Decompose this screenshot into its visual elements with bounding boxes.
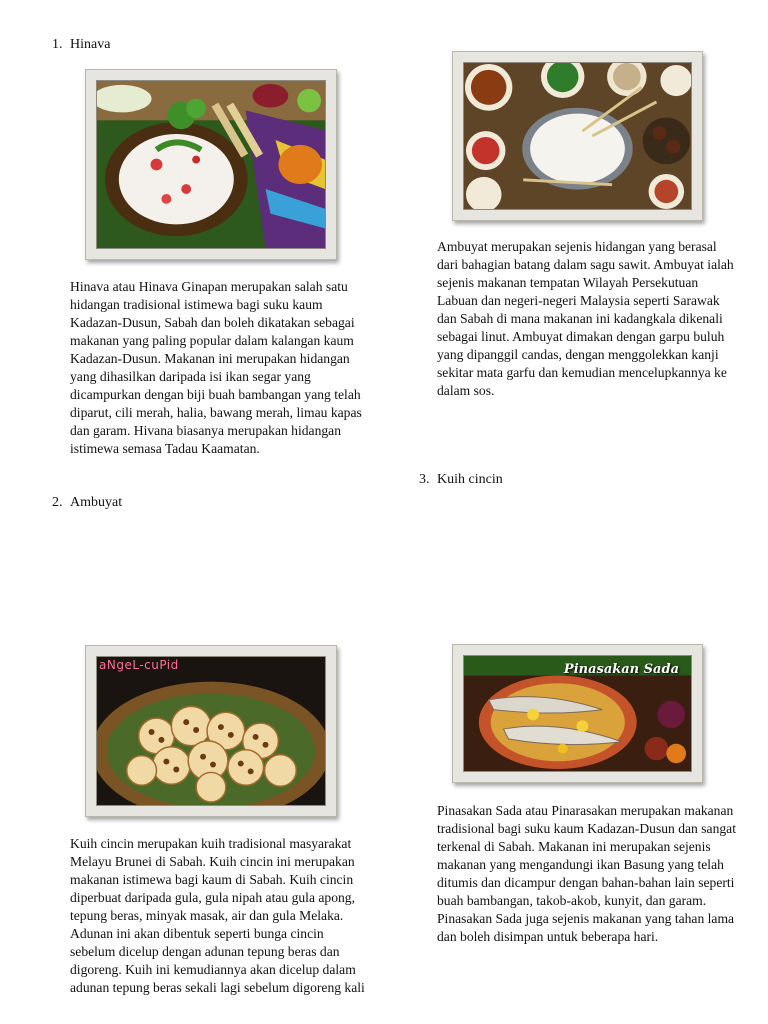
heading-hinava (52, 36, 110, 54)
heading-number: 1. (52, 37, 63, 52)
hinava-description: Hinava atau Hinava Ginapan merupakan salah satu hidangan tradisional istimewa bagi suku kaum Kadazan-Dusun, Sabah dan boleh dikatakan sebagai makanan yang paling popular dalam kalangan kaum Kadazan-Dusun. Makanan ini merupakan hidangan yang dihasilkan daripada isi ikan segar yang dicampurkan dengan biji buah bambangan yang telah diparut, cili merah, halia, bawang merah, limau kapas dan garam. Hivana biasanya merupakan hidangan istimewa semasa Tadau Kaamatan. (70, 279, 362, 456)
ambuyat-description: Ambuyat merupakan sejenis hidangan yang berasal dari bahagian batang dalam sagu sawit. Ambuyat ialah sejenis makanan tempatan Wilayah Persekutuan Labuan dan negeri-negeri Malaysia seperti Sarawak dan Sabah di mana makanan ini kadangkala dikenali sebagai linut. Ambuyat dimakan dengan garpu buluh yang dipanggil candas, dengan menggolekkan kanji sekitar mata garfu dan kemudian mencelupkannya ke dalam sos. (437, 239, 734, 398)
heading-number: 3. (419, 472, 430, 487)
hinava-image-frame (85, 69, 337, 260)
heading-kuih-cincin (419, 471, 503, 489)
image-watermark: aNgeL-cuPid (99, 658, 179, 672)
hinava-dish-photo (96, 80, 326, 249)
pinasakan-sada-photo (463, 655, 692, 772)
kuih-cincin-photo (96, 656, 326, 806)
kuih-cincin-image-frame (85, 645, 337, 817)
heading-title: Kuih cincin (437, 472, 503, 487)
image-caption: Pinasakan Sada (563, 662, 679, 677)
pinasakan-sada-description: Pinasakan Sada atau Pinarasakan merupakan makanan tradisional bagi suku kaum Kadazan-Dusun dan sangat terkenal di Sabah. Makanan ini merupakan sejenis makanan yang mengandungi ikan Basung yang telah ditumis dan dicampur dengan bahan-bahan lain seperti buah bambangan, takob-akob, kunyit, dan garam. Pinasakan Sada juga sejenis makanan yang tahan lama dan boleh disimpan untuk beberapa hari. (437, 803, 736, 944)
heading-ambuyat (52, 494, 122, 512)
ambuyat-image-frame (452, 51, 703, 221)
heading-title: Hinava (70, 37, 111, 52)
ambuyat-dish-photo (463, 62, 692, 210)
kuih-cincin-description: Kuih cincin merupakan kuih tradisional masyarakat Melayu Brunei di Sabah. Kuih cincin ini merupakan makanan istimewa bagi kaum di Sabah. Kuih cincin diperbuat daripada gula, gula nipah atau gula apong, tepung beras, minyak masak, air dan gula Melaka. Adunan ini akan dibentuk seperti bunga cincin sebelum dicelup dengan adunan tepung beras dan digoreng. Kuih ini kemudiannya akan dicelup dalam adunan tepung beras sekali lagi sebelum digoreng kali (70, 836, 365, 995)
pinasakan-sada-image-frame (452, 644, 703, 783)
heading-number: 2. (52, 495, 63, 510)
heading-title: Ambuyat (70, 495, 123, 510)
